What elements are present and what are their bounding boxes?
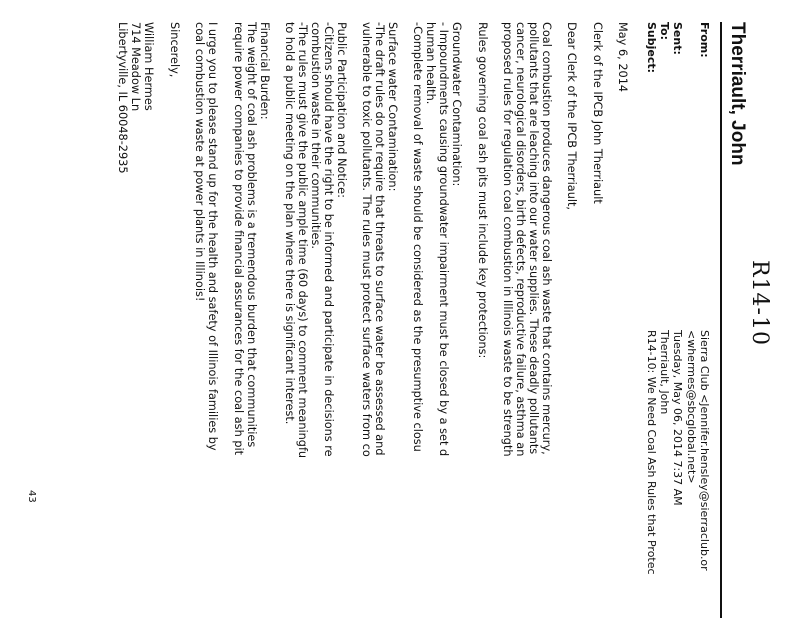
- intro-line: pollutants that are leaching into our water supplies. These deadly pollutants: [527, 22, 540, 455]
- surface-line: -The draft rules do not require that threats to surface water be assessed and: [373, 22, 386, 456]
- sender-name-heading: Therriault, John: [727, 22, 748, 166]
- participation-line: -The rules must give the public ample time (60 days) to comment meaningfu: [296, 22, 309, 459]
- from-label: From:: [698, 22, 711, 58]
- signature-line: William Hermes: [142, 22, 155, 111]
- subject-label: Subject:: [645, 22, 658, 74]
- from-value: Sierra Club <Jennifer.hensley@sierraclub.or: [698, 330, 711, 571]
- sent-label: Sent:: [671, 22, 684, 55]
- participation-line: Public Participation and Notice:: [335, 22, 348, 198]
- to-label: To:: [658, 22, 671, 40]
- groundwater-line: Groundwater Contamination:: [450, 22, 463, 187]
- docket-reference: R14-10: [747, 260, 772, 346]
- urge-line: I urge you to please stand up for the health and safety of Illinois families by: [206, 22, 219, 451]
- sent-value: Tuesday, May 06, 2014 7:37 AM: [671, 330, 684, 506]
- intro-line: Coal combustion produces dangerous coal ash waste that contains mercury,: [540, 22, 553, 455]
- groundwater-line: human health.: [424, 22, 437, 105]
- financial-line: require power companies to provide financial assurances for the coal ash pit: [232, 22, 245, 456]
- to-value: Therriault, John: [658, 330, 671, 415]
- signature-line: Libertyville, IL 60048-2935: [116, 22, 129, 174]
- intro-line: cancer, neurological disorders, birth defects, reproductive failure, asthma an: [514, 22, 527, 457]
- participation-line: -Citizens should have the right to be informed and participate in decisions re: [322, 22, 335, 457]
- surface-line: vulnerable to toxic pollutants. The rules must protect surface waters from co: [360, 22, 373, 457]
- groundwater-line: - Impoundments causing groundwater impairment must be closed by a set d: [437, 22, 450, 457]
- closing: Sincerely,: [168, 22, 181, 78]
- letter-recipient: Clerk of the IPCB John Therriault: [591, 22, 604, 204]
- financial-line: Financial Burden:: [258, 22, 271, 120]
- signature-line: 714 Meadow Ln: [129, 22, 142, 112]
- rules-line: Rules governing coal ash pits must include key protections:: [476, 22, 489, 359]
- groundwater-line: -Complete removal of waste should be considered as the presumptive closu: [411, 22, 424, 452]
- letter-date: May 6, 2014: [616, 22, 629, 93]
- urge-line: coal combustion waste at power plants in Illinois!: [193, 22, 206, 302]
- surface-line: Surface water Contamination:: [386, 22, 399, 192]
- page-number: 43: [26, 490, 37, 503]
- from-value-email: <whermes@sbcglobal.net>: [685, 330, 698, 484]
- participation-line: combustion waste in their communities.: [309, 22, 322, 249]
- intro-line: proposed rules for regulation coal combustion in Illinois waste to be strength: [501, 22, 514, 457]
- letter-salutation: Dear Clerk of the IPCB Therriault,: [565, 22, 578, 211]
- participation-line: to hold a public meeting on the plan where there is significant interest.: [283, 22, 296, 425]
- heading-rule: [720, 22, 722, 618]
- subject-value: R14-10: We Need Coal Ash Rules that Protec: [645, 330, 658, 575]
- financial-line: The weight of coal ash problems is a tremendous burden that communities: [245, 22, 258, 448]
